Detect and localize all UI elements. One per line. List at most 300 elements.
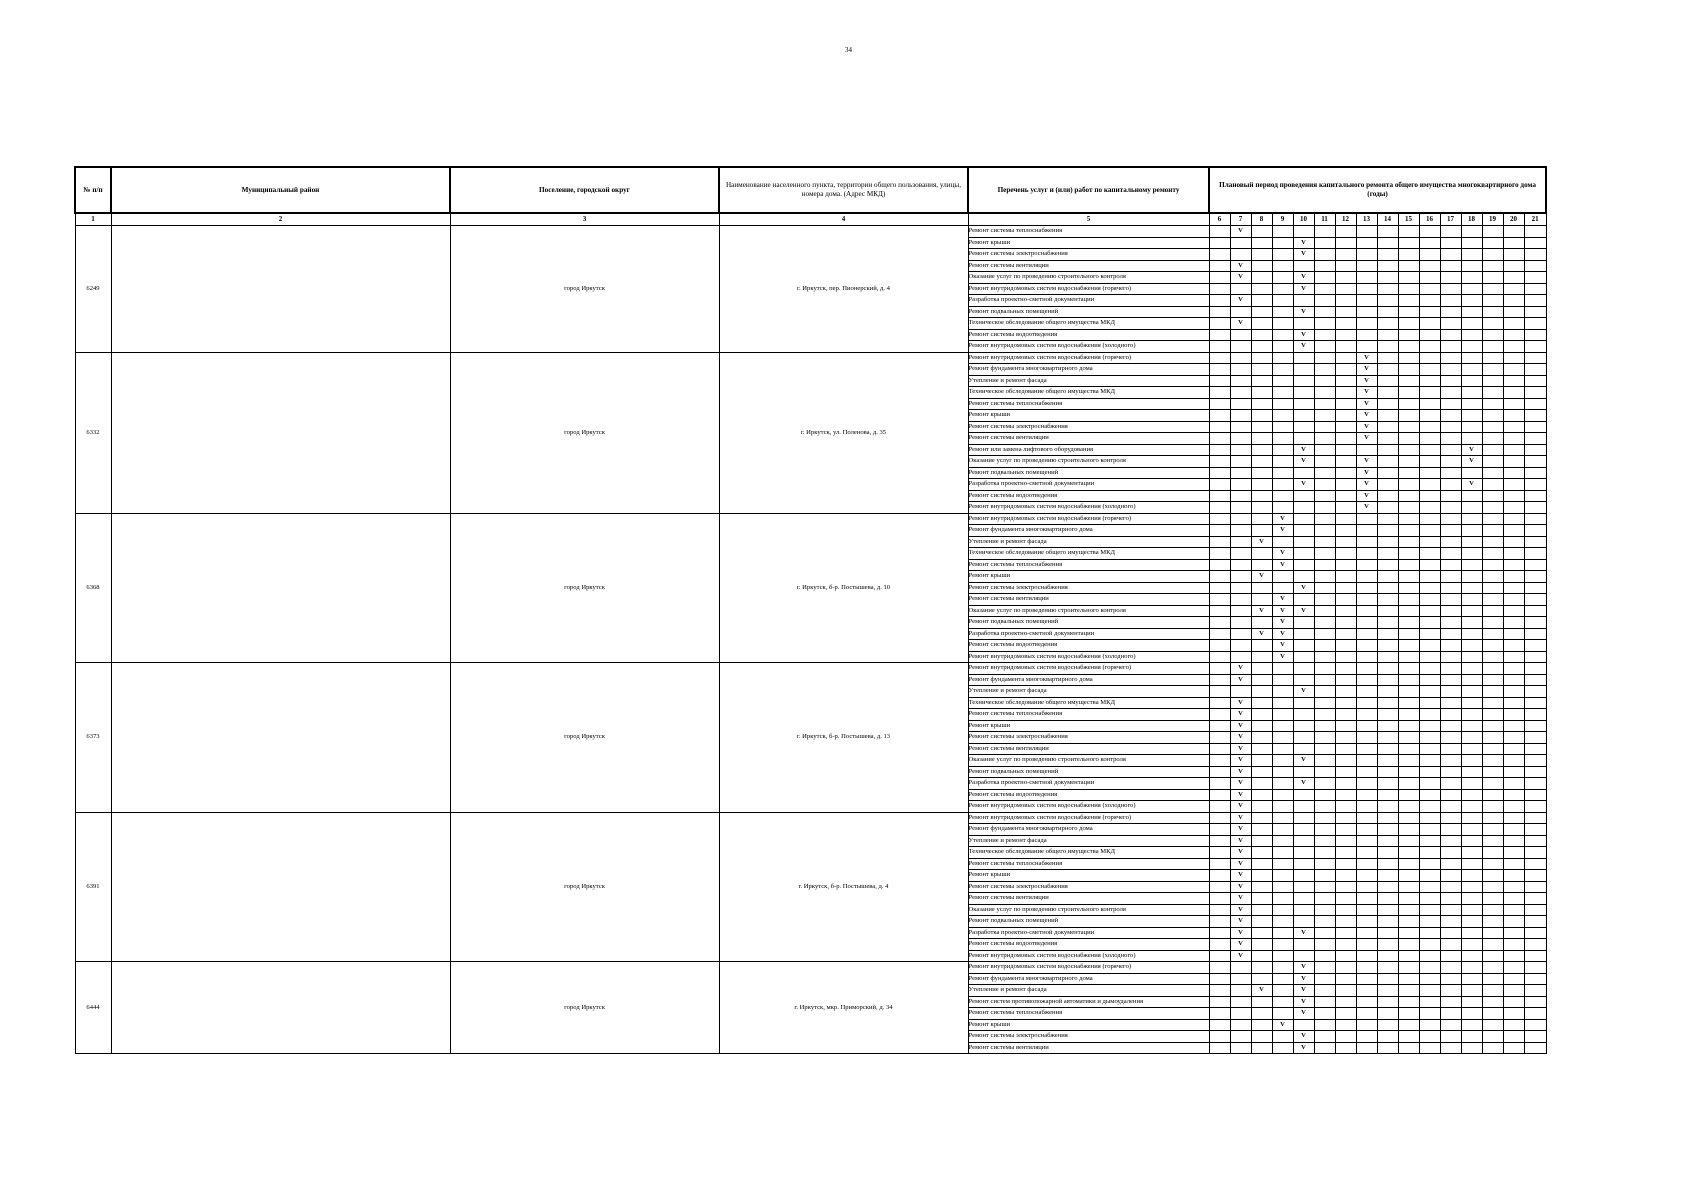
year-cell-15	[1398, 858, 1419, 870]
year-cell-15	[1398, 536, 1419, 548]
year-cell-9	[1272, 329, 1293, 341]
year-cell-15	[1398, 306, 1419, 318]
year-cell-6	[1209, 272, 1230, 284]
year-cell-9	[1272, 318, 1293, 330]
year-cell-6	[1209, 410, 1230, 422]
year-cell-19	[1482, 375, 1503, 387]
year-cell-13	[1356, 686, 1377, 698]
year-cell-6	[1209, 904, 1230, 916]
year-cell-16	[1419, 249, 1440, 261]
year-cell-7: V	[1230, 709, 1251, 721]
year-cell-20	[1503, 226, 1524, 238]
year-cell-14	[1377, 571, 1398, 583]
year-cell-19	[1482, 1008, 1503, 1020]
year-cell-8	[1251, 295, 1272, 307]
year-cell-19	[1482, 571, 1503, 583]
year-cell-21	[1524, 525, 1546, 537]
year-cell-10	[1293, 1019, 1314, 1031]
year-cell-15	[1398, 973, 1419, 985]
year-cell-11	[1314, 490, 1335, 502]
year-cell-19	[1482, 237, 1503, 249]
row-number: 6332	[75, 352, 111, 513]
year-cell-6	[1209, 628, 1230, 640]
year-cell-8	[1251, 272, 1272, 284]
year-cell-11	[1314, 743, 1335, 755]
year-cell-18	[1461, 398, 1482, 410]
year-cell-19	[1482, 824, 1503, 836]
year-cell-13	[1356, 663, 1377, 675]
year-cell-20	[1503, 375, 1524, 387]
year-cell-8	[1251, 364, 1272, 376]
year-cell-19	[1482, 812, 1503, 824]
year-cell-8	[1251, 594, 1272, 606]
year-cell-19	[1482, 996, 1503, 1008]
year-cell-16	[1419, 720, 1440, 732]
year-cell-6	[1209, 743, 1230, 755]
year-cell-15	[1398, 847, 1419, 859]
year-cell-7: V	[1230, 766, 1251, 778]
year-cell-6	[1209, 697, 1230, 709]
year-cell-17	[1440, 743, 1461, 755]
year-cell-9	[1272, 950, 1293, 962]
year-cell-13	[1356, 617, 1377, 629]
year-cell-15	[1398, 1019, 1419, 1031]
work-item: Ремонт фундамента многоквартирного дома	[968, 364, 1209, 376]
year-cell-14	[1377, 398, 1398, 410]
year-cell-6	[1209, 605, 1230, 617]
year-cell-11	[1314, 1019, 1335, 1031]
year-cell-17	[1440, 387, 1461, 399]
year-cell-21	[1524, 318, 1546, 330]
year-cell-8	[1251, 226, 1272, 238]
year-cell-10: V	[1293, 1008, 1314, 1020]
year-cell-12	[1335, 927, 1356, 939]
year-cell-21	[1524, 421, 1546, 433]
year-cell-21	[1524, 674, 1546, 686]
year-cell-12	[1335, 594, 1356, 606]
year-cell-14	[1377, 536, 1398, 548]
year-cell-9	[1272, 663, 1293, 675]
year-cell-15	[1398, 329, 1419, 341]
year-cell-11	[1314, 341, 1335, 353]
year-cell-11	[1314, 985, 1335, 997]
year-cell-10	[1293, 709, 1314, 721]
year-cell-16	[1419, 260, 1440, 272]
year-cell-15	[1398, 881, 1419, 893]
year-cell-7	[1230, 306, 1251, 318]
work-item: Ремонт системы теплоснабжения	[968, 226, 1209, 238]
year-cell-20	[1503, 306, 1524, 318]
work-item: Оказание услуг по проведению строительного контроля	[968, 605, 1209, 617]
year-cell-8	[1251, 686, 1272, 698]
year-cell-13	[1356, 950, 1377, 962]
settlement-cell: город Иркутск	[450, 663, 719, 813]
column-number: 7	[1230, 213, 1251, 226]
year-cell-13: V	[1356, 352, 1377, 364]
year-cell-16	[1419, 1042, 1440, 1054]
year-cell-21	[1524, 1042, 1546, 1054]
year-cell-19	[1482, 628, 1503, 640]
year-cell-14	[1377, 502, 1398, 514]
year-cell-14	[1377, 444, 1398, 456]
year-cell-16	[1419, 1019, 1440, 1031]
year-cell-8	[1251, 490, 1272, 502]
year-cell-21	[1524, 743, 1546, 755]
year-cell-18	[1461, 525, 1482, 537]
year-cell-6	[1209, 525, 1230, 537]
year-cell-8	[1251, 1042, 1272, 1054]
year-cell-16	[1419, 295, 1440, 307]
year-cell-16	[1419, 594, 1440, 606]
year-cell-11	[1314, 364, 1335, 376]
year-cell-13	[1356, 329, 1377, 341]
year-cell-10: V	[1293, 306, 1314, 318]
year-cell-6	[1209, 778, 1230, 790]
year-cell-20	[1503, 318, 1524, 330]
year-cell-21	[1524, 858, 1546, 870]
year-cell-21	[1524, 375, 1546, 387]
year-cell-11	[1314, 674, 1335, 686]
year-cell-10: V	[1293, 1031, 1314, 1043]
year-cell-20	[1503, 433, 1524, 445]
work-item: Оказание услуг по проведению строительного контроля	[968, 904, 1209, 916]
work-item: Ремонт системы электроснабжения	[968, 732, 1209, 744]
header-period: Плановый период проведения капитального ремонта общего имущества многоквартирного дома (годы)	[1209, 167, 1546, 213]
year-cell-15	[1398, 686, 1419, 698]
year-cell-12	[1335, 502, 1356, 514]
year-cell-9	[1272, 295, 1293, 307]
year-cell-11	[1314, 559, 1335, 571]
year-cell-9	[1272, 387, 1293, 399]
year-cell-21	[1524, 709, 1546, 721]
work-item: Ремонт системы теплоснабжения	[968, 1008, 1209, 1020]
year-cell-6	[1209, 732, 1230, 744]
year-cell-21	[1524, 410, 1546, 422]
year-cell-16	[1419, 950, 1440, 962]
year-cell-18	[1461, 226, 1482, 238]
year-cell-12	[1335, 364, 1356, 376]
year-cell-8	[1251, 720, 1272, 732]
year-cell-18	[1461, 904, 1482, 916]
year-cell-8: V	[1251, 628, 1272, 640]
year-cell-8	[1251, 329, 1272, 341]
year-cell-11	[1314, 260, 1335, 272]
year-cell-9	[1272, 260, 1293, 272]
year-cell-6	[1209, 479, 1230, 491]
year-cell-7	[1230, 433, 1251, 445]
year-cell-20	[1503, 663, 1524, 675]
year-cell-15	[1398, 697, 1419, 709]
year-cell-15	[1398, 548, 1419, 560]
year-cell-11	[1314, 939, 1335, 951]
year-cell-9: V	[1272, 640, 1293, 652]
year-cell-19	[1482, 467, 1503, 479]
year-cell-14	[1377, 237, 1398, 249]
year-cell-14	[1377, 835, 1398, 847]
year-cell-11	[1314, 824, 1335, 836]
address-cell: г. Иркутск, мкр. Приморский, д. 34	[719, 962, 968, 1054]
district-cell	[111, 352, 450, 513]
year-cell-16	[1419, 927, 1440, 939]
year-cell-8: V	[1251, 985, 1272, 997]
year-cell-9	[1272, 283, 1293, 295]
year-cell-19	[1482, 329, 1503, 341]
year-cell-6	[1209, 962, 1230, 974]
year-cell-15	[1398, 237, 1419, 249]
work-item: Разработка проектно-сметной документации	[968, 927, 1209, 939]
year-cell-14	[1377, 1042, 1398, 1054]
year-cell-14	[1377, 594, 1398, 606]
year-cell-12	[1335, 916, 1356, 928]
year-cell-21	[1524, 755, 1546, 767]
work-item: Ремонт системы электроснабжения	[968, 249, 1209, 261]
year-cell-19	[1482, 410, 1503, 422]
year-cell-8	[1251, 398, 1272, 410]
year-cell-6	[1209, 996, 1230, 1008]
year-cell-16	[1419, 812, 1440, 824]
year-cell-6	[1209, 973, 1230, 985]
year-cell-12	[1335, 490, 1356, 502]
year-cell-21	[1524, 249, 1546, 261]
work-item: Ремонт системы вентиляции	[968, 433, 1209, 445]
year-cell-12	[1335, 743, 1356, 755]
year-cell-8	[1251, 260, 1272, 272]
year-cell-17	[1440, 548, 1461, 560]
year-cell-7	[1230, 640, 1251, 652]
year-cell-13	[1356, 996, 1377, 1008]
year-cell-7: V	[1230, 801, 1251, 813]
year-cell-16	[1419, 559, 1440, 571]
year-cell-21	[1524, 536, 1546, 548]
year-cell-6	[1209, 835, 1230, 847]
year-cell-11	[1314, 433, 1335, 445]
year-cell-17	[1440, 306, 1461, 318]
year-cell-16	[1419, 881, 1440, 893]
year-cell-12	[1335, 973, 1356, 985]
year-cell-17	[1440, 985, 1461, 997]
year-cell-17	[1440, 456, 1461, 468]
column-number: 10	[1293, 213, 1314, 226]
year-cell-18	[1461, 927, 1482, 939]
column-number: 12	[1335, 213, 1356, 226]
year-cell-12	[1335, 628, 1356, 640]
year-cell-19	[1482, 732, 1503, 744]
work-item: Ремонт системы водоотведения	[968, 789, 1209, 801]
year-cell-9: V	[1272, 559, 1293, 571]
year-cell-10	[1293, 375, 1314, 387]
work-item: Техническое обследование общего имущества МКД	[968, 387, 1209, 399]
year-cell-20	[1503, 444, 1524, 456]
year-cell-17	[1440, 835, 1461, 847]
year-cell-7	[1230, 1042, 1251, 1054]
year-cell-16	[1419, 985, 1440, 997]
year-cell-18	[1461, 640, 1482, 652]
header-settlement: Поселение, городской округ	[450, 167, 719, 213]
year-cell-17	[1440, 789, 1461, 801]
year-cell-9	[1272, 341, 1293, 353]
year-cell-20	[1503, 812, 1524, 824]
year-cell-15	[1398, 766, 1419, 778]
year-cell-13	[1356, 916, 1377, 928]
year-cell-11	[1314, 778, 1335, 790]
year-cell-16	[1419, 858, 1440, 870]
year-cell-8	[1251, 1019, 1272, 1031]
year-cell-18: V	[1461, 479, 1482, 491]
year-cell-7: V	[1230, 812, 1251, 824]
year-cell-9: V	[1272, 1019, 1293, 1031]
year-cell-10: V	[1293, 582, 1314, 594]
year-cell-12	[1335, 732, 1356, 744]
year-cell-20	[1503, 525, 1524, 537]
work-item: Ремонт фундамента многоквартирного дома	[968, 824, 1209, 836]
year-cell-13: V	[1356, 490, 1377, 502]
year-cell-14	[1377, 490, 1398, 502]
year-cell-17	[1440, 375, 1461, 387]
year-cell-16	[1419, 778, 1440, 790]
year-cell-21	[1524, 329, 1546, 341]
year-cell-11	[1314, 720, 1335, 732]
year-cell-13	[1356, 766, 1377, 778]
year-cell-9	[1272, 479, 1293, 491]
year-cell-21	[1524, 237, 1546, 249]
year-cell-12	[1335, 962, 1356, 974]
year-cell-13: V	[1356, 421, 1377, 433]
year-cell-20	[1503, 352, 1524, 364]
column-number: 14	[1377, 213, 1398, 226]
year-cell-16	[1419, 525, 1440, 537]
year-cell-14	[1377, 433, 1398, 445]
year-cell-12	[1335, 272, 1356, 284]
work-item: Ремонт внутридомовых систем водоснабжения (холодного)	[968, 950, 1209, 962]
year-cell-14	[1377, 893, 1398, 905]
year-cell-11	[1314, 352, 1335, 364]
work-item: Ремонт систем противопожарной автоматики и дымоудаления	[968, 996, 1209, 1008]
work-item: Разработка проектно-сметной документации	[968, 628, 1209, 640]
year-cell-17	[1440, 421, 1461, 433]
year-cell-19	[1482, 973, 1503, 985]
table-row	[75, 663, 1546, 675]
year-cell-21	[1524, 835, 1546, 847]
year-cell-15	[1398, 283, 1419, 295]
year-cell-14	[1377, 709, 1398, 721]
year-cell-15	[1398, 525, 1419, 537]
year-cell-7: V	[1230, 720, 1251, 732]
page-number: 34	[845, 46, 852, 54]
year-cell-7	[1230, 594, 1251, 606]
year-cell-17	[1440, 398, 1461, 410]
year-cell-20	[1503, 950, 1524, 962]
year-cell-13	[1356, 709, 1377, 721]
year-cell-9	[1272, 858, 1293, 870]
year-cell-8	[1251, 824, 1272, 836]
year-cell-16	[1419, 674, 1440, 686]
year-cell-7	[1230, 1019, 1251, 1031]
year-cell-13	[1356, 824, 1377, 836]
year-cell-13: V	[1356, 479, 1377, 491]
year-cell-7	[1230, 283, 1251, 295]
year-cell-13	[1356, 536, 1377, 548]
year-cell-13	[1356, 237, 1377, 249]
work-item: Ремонт системы электроснабжения	[968, 1031, 1209, 1043]
year-cell-7: V	[1230, 732, 1251, 744]
year-cell-6	[1209, 916, 1230, 928]
year-cell-16	[1419, 421, 1440, 433]
year-cell-17	[1440, 237, 1461, 249]
year-cell-10	[1293, 260, 1314, 272]
year-cell-11	[1314, 766, 1335, 778]
year-cell-13: V	[1356, 456, 1377, 468]
year-cell-17	[1440, 318, 1461, 330]
year-cell-8	[1251, 421, 1272, 433]
address-cell: г. Иркутск, б-р. Постышева, д. 10	[719, 513, 968, 663]
year-cell-17	[1440, 352, 1461, 364]
year-cell-9	[1272, 732, 1293, 744]
year-cell-20	[1503, 283, 1524, 295]
year-cell-20	[1503, 973, 1524, 985]
year-cell-12	[1335, 870, 1356, 882]
year-cell-20	[1503, 651, 1524, 663]
year-cell-9	[1272, 421, 1293, 433]
year-cell-17	[1440, 663, 1461, 675]
year-cell-7: V	[1230, 881, 1251, 893]
year-cell-6	[1209, 364, 1230, 376]
year-cell-7	[1230, 444, 1251, 456]
year-cell-18	[1461, 985, 1482, 997]
work-item: Ремонт системы вентиляции	[968, 1042, 1209, 1054]
year-cell-14	[1377, 973, 1398, 985]
year-cell-11	[1314, 870, 1335, 882]
year-cell-20	[1503, 824, 1524, 836]
year-cell-7	[1230, 479, 1251, 491]
year-cell-13	[1356, 272, 1377, 284]
year-cell-10	[1293, 858, 1314, 870]
year-cell-16	[1419, 479, 1440, 491]
year-cell-10	[1293, 904, 1314, 916]
year-cell-17	[1440, 801, 1461, 813]
year-cell-9	[1272, 444, 1293, 456]
year-cell-10: V	[1293, 778, 1314, 790]
year-cell-12	[1335, 674, 1356, 686]
year-cell-15	[1398, 617, 1419, 629]
year-cell-9	[1272, 743, 1293, 755]
year-cell-17	[1440, 1008, 1461, 1020]
year-cell-10	[1293, 502, 1314, 514]
year-cell-18	[1461, 548, 1482, 560]
year-cell-13	[1356, 548, 1377, 560]
year-cell-16	[1419, 341, 1440, 353]
year-cell-11	[1314, 732, 1335, 744]
year-cell-14	[1377, 329, 1398, 341]
year-cell-8	[1251, 352, 1272, 364]
year-cell-15	[1398, 1042, 1419, 1054]
year-cell-15	[1398, 755, 1419, 767]
year-cell-17	[1440, 939, 1461, 951]
year-cell-13	[1356, 295, 1377, 307]
year-cell-16	[1419, 628, 1440, 640]
year-cell-15	[1398, 985, 1419, 997]
year-cell-8	[1251, 950, 1272, 962]
year-cell-11	[1314, 444, 1335, 456]
year-cell-9	[1272, 847, 1293, 859]
address-cell: г. Иркутск, б-р. Постышева, д. 4	[719, 812, 968, 962]
year-cell-15	[1398, 410, 1419, 422]
work-item: Ремонт системы вентиляции	[968, 743, 1209, 755]
year-cell-6	[1209, 755, 1230, 767]
year-cell-10	[1293, 651, 1314, 663]
year-cell-7: V	[1230, 778, 1251, 790]
year-cell-19	[1482, 306, 1503, 318]
year-cell-14	[1377, 996, 1398, 1008]
